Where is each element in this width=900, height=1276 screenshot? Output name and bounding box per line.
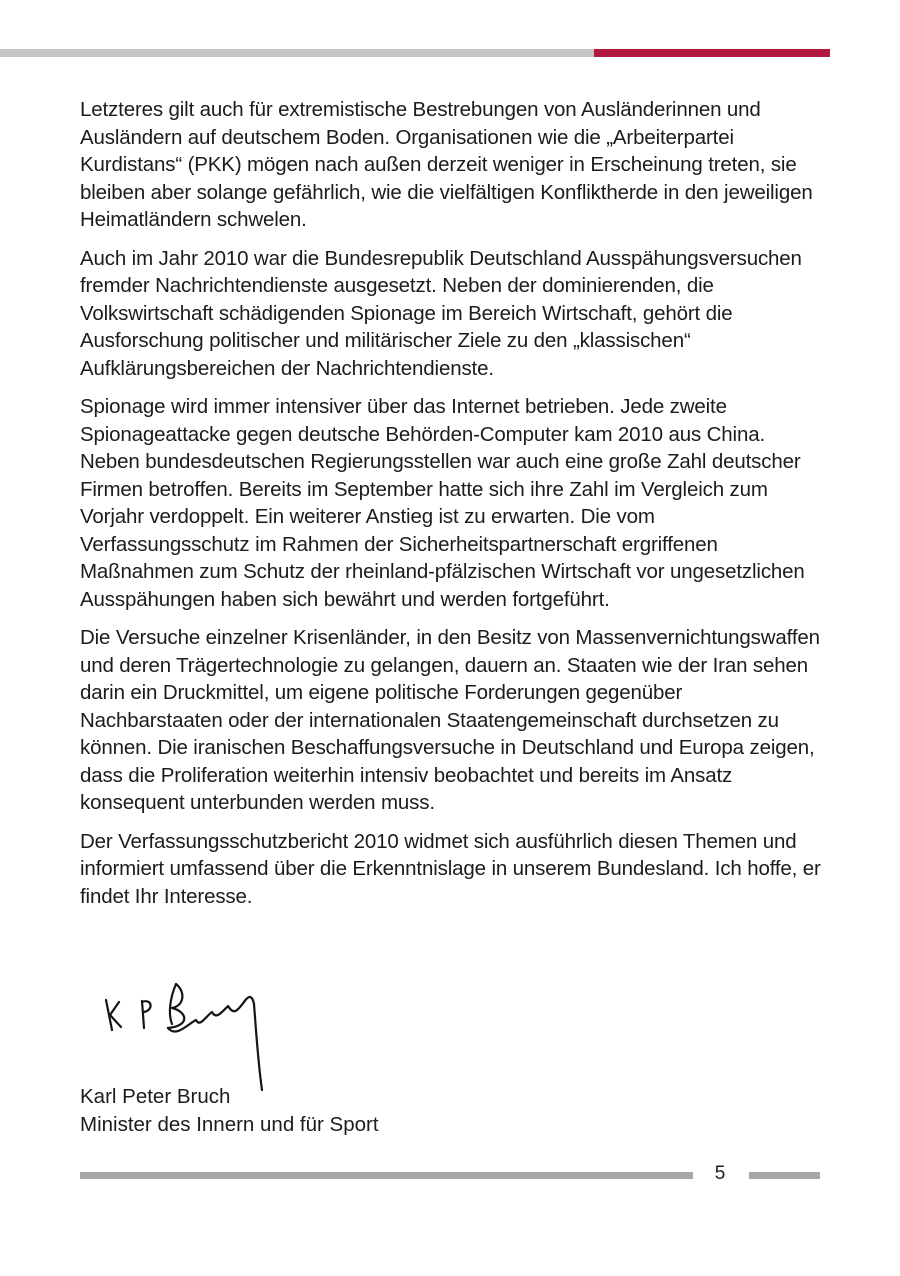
signer-name: Karl Peter Bruch <box>80 1085 231 1108</box>
header-rule-accent <box>594 49 830 57</box>
header-rule-gray <box>0 49 594 57</box>
footer-rule-right <box>749 1172 820 1179</box>
signer-block <box>80 1083 379 1139</box>
body-text <box>80 96 825 921</box>
paragraph: Der Verfassungsschutzbericht 2010 widmet sich ausführlich diesen Themen und informiert umfassend über die Erkenntnislage in unserem Bundesland. Ich hoffe, er findet Ihr Interesse. <box>80 829 821 908</box>
handwritten-signature <box>88 972 288 1097</box>
page-number: 5 <box>714 1163 726 1184</box>
signer-title: Minister des Innern und für Sport <box>80 1113 379 1136</box>
paragraph: Die Versuche einzelner Krisenländer, in den Besitz von Massenvernichtungswaffen und deren Trägertechnologie zu gelangen, dauern an. Staaten wie der Iran sehen darin ein Druckmittel, um eigene politische Forderungen gegenüber Nachbarstaaten oder der internationalen Staatengemeinschaft durchsetzen zu können. Die iranischen Beschaffungsversuche in Deutschland und Europa zeigen, dass die Proliferation weiterhin intensiv beobachtet und bereits im Ansatz konsequent unterbunden werden muss. <box>80 626 820 814</box>
paragraph: Auch im Jahr 2010 war die Bundesrepublik Deutschland Ausspähungsversuchen fremder Nachrichtendienste ausgesetzt. Neben der dominierenden, die Volkswirtschaft schädigenden Spionage im Bereich Wirtschaft, gehört die Ausforschung politischer und militärischer Ziele zu den „klassischen“ Aufklärungsbereichen der Nachrichtendienste. <box>80 246 802 380</box>
paragraph: Spionage wird immer intensiver über das Internet betrieben. Jede zweite Spionageattacke gegen deutsche Behörden-Computer kam 2010 aus China. Neben bundesdeutschen Regierungsstellen war auch eine große Zahl deutscher Firmen betroffen. Bereits im September hatte sich ihre Zahl im Vergleich zum Vorjahr verdoppelt. Ein weiterer Anstieg ist zu erwarten. Die vom Verfassungsschutz im Rahmen der Sicherheitspartnerschaft ergriffenen Maßnahmen zum Schutz der rheinland-pfälzischen Wirtschaft vor ungesetzlichen Ausspähungen haben sich bewährt und werden fortgeführt. <box>80 395 805 611</box>
paragraph: Letzteres gilt auch für extremistische Bestrebungen von Ausländerinnen und Ausländern auf deutschem Boden. Organisationen wie die „Arbeiterpartei Kurdistans“ (PKK) mögen nach außen derzeit weniger in Erscheinung treten, sie bleiben aber solange gefährlich, wie die vielfältigen Konfliktherde in den jeweiligen Heimatländern schwelen. <box>80 98 813 231</box>
footer-rule-left <box>80 1172 693 1179</box>
